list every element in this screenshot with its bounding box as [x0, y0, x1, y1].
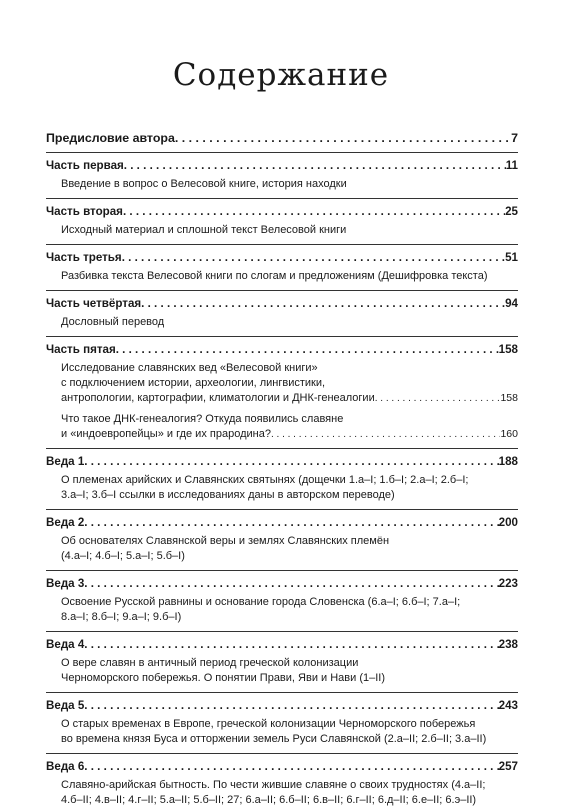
- toc-label: Веда 6: [46, 760, 85, 773]
- toc-page: 11: [505, 159, 518, 172]
- toc-row[interactable]: [46, 759, 518, 774]
- toc-entry-veda4: [46, 637, 518, 686]
- toc-label: Часть пятая: [46, 343, 116, 356]
- toc-page: 238: [498, 638, 518, 651]
- toc-entry-veda1: [46, 454, 518, 503]
- toc-entry-veda3: [46, 576, 518, 625]
- toc-row[interactable]: [46, 576, 518, 591]
- leader-dots: [271, 427, 501, 442]
- toc-label: Веда 4: [46, 638, 85, 651]
- toc-row[interactable]: [46, 637, 518, 652]
- toc-page: 257: [498, 760, 518, 773]
- page-title: Содержание: [172, 57, 390, 93]
- toc-page: 223: [498, 577, 518, 590]
- toc-row[interactable]: [46, 454, 518, 469]
- toc-row[interactable]: [46, 342, 518, 357]
- toc-page: 25: [505, 205, 518, 218]
- toc-label: Часть третья: [46, 251, 122, 264]
- toc-description: Славяно-арийская бытность. По чести жившие славяне о своих трудностях (4.а–II; 4.б–II; 4.в–II; 4.г–II; 5.а–II; 5.б–II; 27; 6.а–II; 6.б–II; 6.в–II; 6.г–II; 6.д–II; 6.е–II; 6.э–II): [61, 779, 486, 806]
- toc-label: Веда 1: [46, 455, 85, 468]
- toc-description: Дословный перевод: [61, 316, 165, 328]
- toc-entry-part2: [46, 204, 518, 238]
- divider: [46, 570, 518, 571]
- divider: [46, 753, 518, 754]
- toc-label: Веда 2: [46, 516, 85, 529]
- toc-page: 200: [498, 516, 518, 529]
- toc-row[interactable]: [46, 515, 518, 530]
- toc-row[interactable]: [46, 204, 518, 219]
- table-of-contents: [46, 131, 518, 808]
- toc-page: 51: [505, 251, 518, 264]
- leader-dots: [124, 158, 506, 173]
- toc-entry-part3: [46, 250, 518, 284]
- toc-label: Часть четвёртая: [46, 297, 142, 310]
- toc-entry-veda2: [46, 515, 518, 564]
- toc-label: Веда 5: [46, 699, 85, 712]
- toc-description: О старых временах в Европе, греческой колонизации Черноморского побережья во времена князя Буса и отторжении земель Руси Славянской (2.а–II; 2.б–II; 3.а–II): [61, 718, 487, 745]
- divider: [46, 244, 518, 245]
- toc-description: О вере славян в античный период греческой колонизации Черноморского побережья. О понятии Прави, Яви и Нави (1–II): [61, 657, 386, 684]
- toc-entry-veda6: [46, 759, 518, 808]
- toc-label: Часть первая: [46, 159, 124, 172]
- divider: [46, 290, 518, 291]
- subentry-line: антропологии, картографии, климатологии и ДНК-генеалогии: [61, 392, 375, 404]
- subentry-line: Что такое ДНК-генеалогия? Откуда появились славяне: [61, 413, 344, 425]
- toc-page: 160: [500, 428, 518, 440]
- toc-entry-part5: [46, 342, 518, 442]
- leader-dots: [375, 391, 501, 406]
- toc-page: 158: [500, 392, 518, 404]
- leader-dots: [175, 131, 511, 146]
- leader-dots: [141, 296, 505, 311]
- toc-description: Разбивка текста Велесовой книги по слогам и предложениям (Дешифровка текста): [61, 270, 488, 282]
- divider: [46, 631, 518, 632]
- toc-entry-preface: [46, 131, 518, 146]
- leader-dots: [84, 637, 498, 652]
- toc-entry-part1: [46, 158, 518, 192]
- toc-subentry-row[interactable]: [61, 391, 518, 406]
- leader-dots: [116, 342, 499, 357]
- subentry-line: с подключением истории, археологии, лингвистики,: [61, 377, 326, 389]
- toc-row[interactable]: [46, 698, 518, 713]
- toc-subentry-row[interactable]: [61, 427, 518, 442]
- toc-page: 94: [505, 297, 518, 310]
- leader-dots: [84, 759, 498, 774]
- toc-page: 243: [498, 699, 518, 712]
- toc-description: Введение в вопрос о Велесовой книге, история находки: [61, 178, 347, 190]
- leader-dots: [122, 250, 505, 265]
- leader-dots: [84, 698, 498, 713]
- leader-dots: [84, 454, 498, 469]
- toc-row[interactable]: [46, 296, 518, 311]
- toc-label: Предисловие автора: [46, 131, 175, 145]
- toc-row[interactable]: [46, 250, 518, 265]
- leader-dots: [84, 515, 498, 530]
- toc-description: [46, 361, 518, 442]
- toc-description: О племенах арийских и Славянских святынях (дощечки 1.а–I; 1.б–I; 2.а–I; 2.б–I; 3.а–I; 3.б–I ссылки в исследованиях даны в авторском переводе): [61, 474, 469, 501]
- toc-page: 158: [498, 343, 518, 356]
- divider: [46, 198, 518, 199]
- toc-row[interactable]: [46, 131, 518, 146]
- divider: [46, 152, 518, 153]
- toc-label: Часть вторая: [46, 205, 123, 218]
- divider: [46, 692, 518, 693]
- toc-description: Освоение Русской равнины и основание города Словенска (6.а–I; 6.б–I; 7.а–I; 8.а–I; 8.б–I; 9.а–I; 9.б–I): [61, 596, 461, 623]
- toc-row[interactable]: [46, 158, 518, 173]
- divider: [46, 448, 518, 449]
- toc-entry-part4: [46, 296, 518, 330]
- toc-label: Веда 3: [46, 577, 85, 590]
- toc-entry-veda5: [46, 698, 518, 747]
- leader-dots: [84, 576, 498, 591]
- toc-page: 7: [511, 131, 518, 145]
- subentry-line: Исследование славянских вед «Велесовой книги»: [61, 362, 318, 374]
- toc-description: Об основателях Славянской веры и землях Славянских племён (4.а–I; 4.б–I; 5.а–I; 5.б–I): [61, 535, 390, 562]
- toc-page: 188: [498, 455, 518, 468]
- toc-description: Исходный материал и сплошной текст Велесовой книги: [61, 224, 347, 236]
- subentry-line: и «индоевропейцы» и где их прародина?: [61, 428, 271, 440]
- divider: [46, 336, 518, 337]
- divider: [46, 509, 518, 510]
- leader-dots: [123, 204, 505, 219]
